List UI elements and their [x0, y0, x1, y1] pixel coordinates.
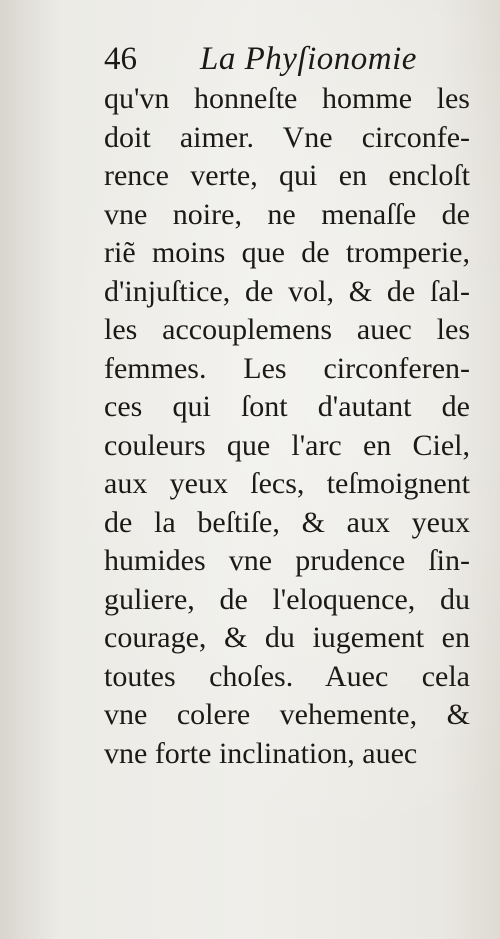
text-line: vne forte inclination, auec — [104, 736, 418, 770]
text-line: humides vne prudence ſin- — [104, 544, 470, 577]
body-text — [104, 80, 470, 773]
running-title: La Phyſionomie — [200, 41, 417, 77]
text-line: doit aimer. Vne circonfe- — [104, 120, 470, 154]
text-line: guliere, de l'eloquence, du — [104, 582, 470, 616]
page-number: 46 — [104, 41, 137, 77]
text-line: aux yeux ſecs, teſmoignent — [104, 467, 470, 500]
text-line: vne noire, ne menaſſe de — [104, 197, 470, 231]
text-line: rence verte, qui en encloſt — [104, 159, 470, 192]
text-line: riẽ moins que de tromperie, — [104, 236, 470, 269]
text-line: toutes choſes. Auec cela — [104, 659, 470, 693]
text-line: ces qui ſont d'autant de — [104, 390, 470, 423]
text-line: de la beſtiſe, & aux yeux — [104, 505, 470, 539]
text-line: couleurs que l'arc en Ciel, — [104, 428, 470, 462]
text-line: vne colere vehemente, & — [104, 698, 470, 731]
page-header — [104, 34, 474, 84]
text-line: qu'vn honneſte homme les — [104, 82, 470, 115]
text-line: femmes. Les circonferen- — [104, 351, 470, 385]
text-line: les accouplemens auec les — [104, 313, 470, 346]
text-line: d'injuſtice, de vol, & de ſal- — [104, 274, 470, 308]
text-line: courage, & du iugement en — [104, 621, 470, 654]
